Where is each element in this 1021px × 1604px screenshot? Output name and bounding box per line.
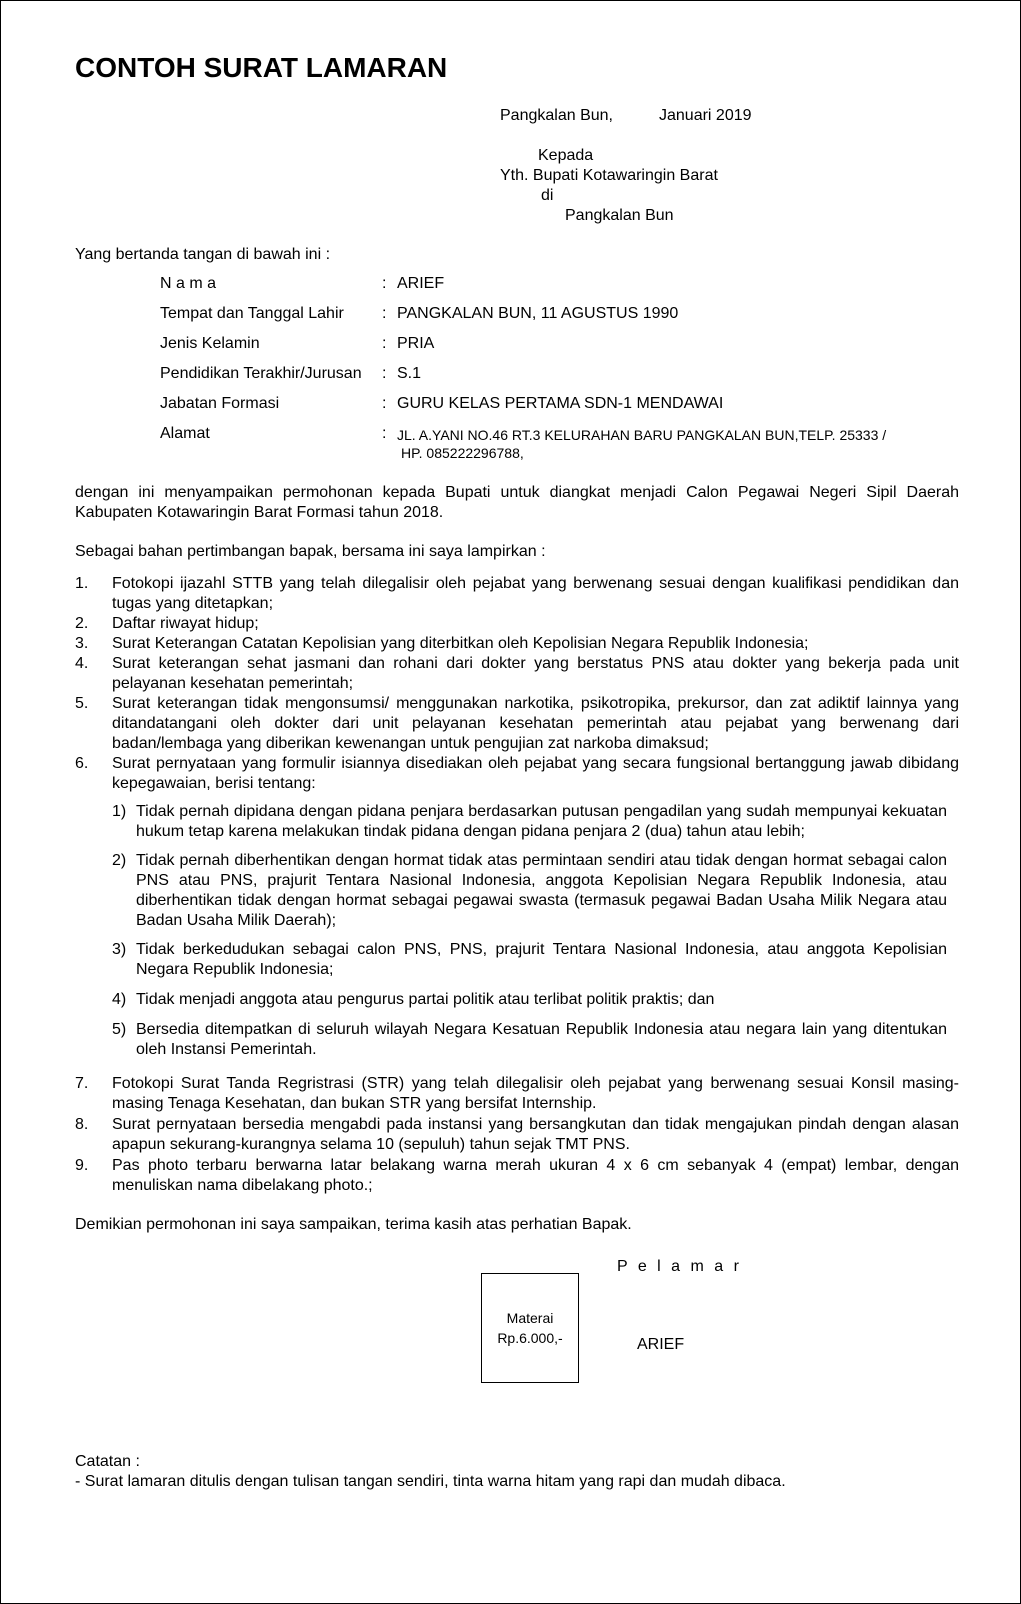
sublist-number: 4): [112, 991, 127, 1008]
list-number: 1.: [75, 575, 89, 592]
list-number: 4.: [75, 655, 89, 672]
field-value-birth: PANGKALAN BUN, 11 AGUSTUS 1990: [397, 305, 679, 322]
letter-date: Januari 2019: [659, 107, 752, 124]
field-value-education: S.1: [397, 365, 422, 382]
intro-text: Yang bertanda tangan di bawah ini :: [75, 246, 331, 263]
list-item: Daftar riwayat hidup;: [112, 615, 259, 632]
field-label-education: Pendidikan Terakhir/Jurusan: [160, 365, 362, 382]
signature-role: P e l a m a r: [617, 1258, 742, 1275]
field-value-address-phone: HP. 085222296788,: [401, 445, 524, 461]
list-number: 8.: [75, 1116, 89, 1133]
sublist-number: 3): [112, 941, 127, 958]
field-label-name: N a m a: [160, 275, 217, 292]
list-item: Pas photo terbaru berwarna latar belakang warna merah ukuran 4 x 6 cm sebanyak 4 (empat) lembar, dengan menuliskan nama dibelakang photo.;: [112, 1157, 959, 1194]
statement-paragraph: dengan ini menyampaikan permohonan kepada Bupati untuk diangkat menjadi Calon Pegawai Negeri Sipil Daerah Kabupaten Kotawaringin Barat Formasi tahun 2018.: [75, 484, 959, 521]
sublist-number: 2): [112, 852, 127, 869]
list-item: Fotokopi ijazahl STTB yang telah dilegalisir oleh pejabat yang berwenang sesuai dengan kualifikasi pendidikan dan tugas yang ditetapkan;: [112, 575, 959, 612]
recipient-city: Pangkalan Bun: [565, 207, 674, 224]
list-item: Surat pernyataan yang formulir isiannya disediakan oleh pejabat yang secara fungsional bertanggung jawab dibidang kepegawaian, berisi tentang:: [112, 755, 959, 792]
notes-heading: Catatan :: [75, 1453, 140, 1470]
field-label-address: Alamat: [160, 425, 210, 442]
recipient-kepada: Kepada: [538, 147, 594, 164]
list-item: Fotokopi Surat Tanda Regristrasi (STR) yang telah dilegalisir oleh pejabat yang berwenang sesuai Konsil masing-masing Tenaga Kesehatan, dan bukan STR yang bersifat Internship.: [112, 1075, 959, 1112]
letter-place: Pangkalan Bun,: [500, 107, 613, 124]
field-colon: :: [382, 365, 387, 382]
sublist-item: Tidak pernah dipidana dengan pidana penjara berdasarkan putusan pengadilan yang sudah mempunyai kekuatan hukum tetap karena melakukan tindak pidana dengan pidana penjara 2 (dua) tahun atau lebih;: [136, 803, 947, 840]
closing-paragraph: Demikian permohonan ini saya sampaikan, terima kasih atas perhatian Bapak.: [75, 1216, 632, 1233]
list-item: Surat keterangan sehat jasmani dan rohani dari dokter yang berstatus PNS atau dokter yang bekerja pada unit pelayanan kesehatan pemerintah;: [112, 655, 959, 692]
list-item: Surat keterangan tidak mengonsumsi/ menggunakan narkotika, psikotropika, prekursor, dan zat adiktif lainnya yang ditandatangani oleh dokter dari unit pelayanan kesehatan pemerintah atau pejabat yang berwenang dari badan/lembaga yang diberikan kewenangan untuk pengujian zat narkoba dimaksud;: [112, 695, 959, 752]
sublist-item: Tidak pernah diberhentikan dengan hormat tidak atas permintaan sendiri atau tidak dengan hormat sebagai calon PNS atau PNS, prajurit Tentara Nasional Indonesia, anggota Kepolisian Negara Republik Indonesia, atau diberhentikan tidak dengan hormat sebagai pegawai swasta (termasuk pegawai Badan Usaha Milik Negara atau Badan Usaha Milik Daerah);: [136, 852, 947, 929]
attachments-intro: Sebagai bahan pertimbangan bapak, bersama ini saya lampirkan :: [75, 543, 546, 560]
sublist-number: 5): [112, 1021, 127, 1038]
field-label-position: Jabatan Formasi: [160, 395, 280, 412]
recipient-di: di: [541, 187, 554, 204]
list-item: Surat pernyataan bersedia mengabdi pada instansi yang bersangkutan dan tidak mengajukan pindah dengan alasan apapun sekurang-kurangnya selama 10 (sepuluh) tahun sejak TMT PNS.: [112, 1116, 959, 1153]
materai-amount: Rp.6.000,-: [497, 1330, 563, 1346]
field-colon: :: [382, 395, 387, 412]
list-number: 2.: [75, 615, 89, 632]
notes-text: - Surat lamaran ditulis dengan tulisan tangan sendiri, tinta warna hitam yang rapi dan mudah dibaca.: [75, 1473, 786, 1490]
sublist-item: Bersedia ditempatkan di seluruh wilayah Negara Kesatuan Republik Indonesia atau negara lain yang ditentukan oleh Instansi Pemerintah.: [136, 1021, 947, 1058]
sublist-number: 1): [112, 803, 127, 820]
field-colon: :: [382, 425, 387, 442]
materai-stamp-box: [481, 1273, 579, 1383]
field-colon: :: [382, 335, 387, 352]
list-number: 6.: [75, 755, 89, 772]
field-value-gender: PRIA: [397, 335, 435, 352]
sublist-item: Tidak berkedudukan sebagai calon PNS, PNS, prajurit Tentara Nasional Indonesia, atau anggota Kepolisian Negara Republik Indonesia;: [136, 941, 947, 978]
field-value-name: ARIEF: [397, 275, 445, 292]
field-colon: :: [382, 275, 387, 292]
materai-label: Materai: [506, 1310, 554, 1326]
list-number: 9.: [75, 1157, 89, 1174]
recipient-name: Yth. Bupati Kotawaringin Barat: [500, 167, 718, 184]
field-value-position: GURU KELAS PERTAMA SDN-1 MENDAWAI: [397, 395, 724, 412]
list-number: 7.: [75, 1075, 89, 1092]
list-number: 3.: [75, 635, 89, 652]
sublist-item: Tidak menjadi anggota atau pengurus partai politik atau terlibat politik praktis; dan: [136, 991, 715, 1008]
list-item: Surat Keterangan Catatan Kepolisian yang diterbitkan oleh Kepolisian Negara Republik Indonesia;: [112, 635, 809, 652]
field-colon: :: [382, 305, 387, 322]
field-value-address: JL. A.YANI NO.46 RT.3 KELURAHAN BARU PANGKALAN BUN,TELP. 25333 /: [397, 427, 887, 443]
field-label-gender: Jenis Kelamin: [160, 335, 260, 352]
document-title: CONTOH SURAT LAMARAN: [75, 52, 448, 83]
signature-name: ARIEF: [637, 1336, 685, 1353]
field-label-birth: Tempat dan Tanggal Lahir: [160, 305, 344, 322]
list-number: 5.: [75, 695, 89, 712]
